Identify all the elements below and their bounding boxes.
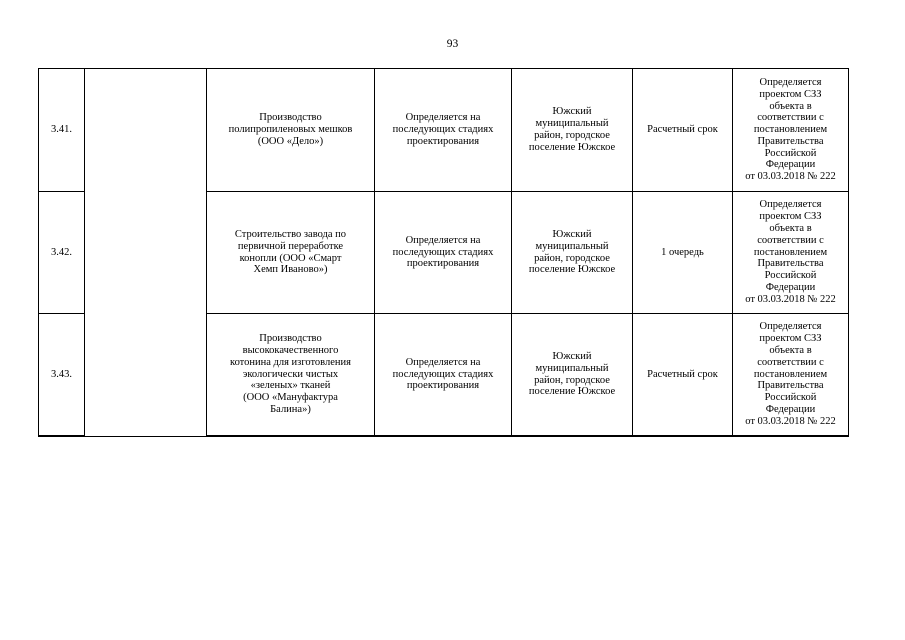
sanitary-zone-cell: Определяется проектом СЗЗ объекта в соответствии с постановлением Правительства Российской Федерации от 03.03.2018 № 222 — [733, 314, 849, 437]
object-name-cell: Производство полипропиленовых мешков (ООО «Дело») — [207, 69, 375, 192]
merged-empty-cell — [85, 69, 207, 437]
period-cell: Расчетный срок — [633, 69, 733, 192]
object-name-cell: Строительство завода по первичной переработке конопли (ООО «Смарт Хемп Иваново») — [207, 192, 375, 314]
period-cell: Расчетный срок — [633, 314, 733, 437]
location-cell: Южский муниципальный район, городское поселение Южское — [512, 192, 633, 314]
design-stage-cell: Определяется на последующих стадиях проектирования — [375, 192, 512, 314]
object-name-cell: Производство высококачественного котонина для изготовления экологически чистых «зеленых» тканей (ООО «Мануфактура Балина») — [207, 314, 375, 437]
period-cell: 1 очередь — [633, 192, 733, 314]
sanitary-zone-cell: Определяется проектом СЗЗ объекта в соответствии с постановлением Правительства Российской Федерации от 03.03.2018 № 222 — [733, 69, 849, 192]
location-cell: Южский муниципальный район, городское поселение Южское — [512, 314, 633, 437]
page-number: 93 — [446, 38, 459, 50]
design-stage-cell: Определяется на последующих стадиях проектирования — [375, 69, 512, 192]
row-number-cell: 3.43. — [39, 314, 85, 437]
location-cell: Южский муниципальный район, городское поселение Южское — [512, 69, 633, 192]
sanitary-zone-cell: Определяется проектом СЗЗ объекта в соответствии с постановлением Правительства Российской Федерации от 03.03.2018 № 222 — [733, 192, 849, 314]
row-number-cell: 3.41. — [39, 69, 85, 192]
design-stage-cell: Определяется на последующих стадиях проектирования — [375, 314, 512, 437]
document-table — [38, 68, 849, 437]
row-number-cell: 3.42. — [39, 192, 85, 314]
table-row — [39, 69, 849, 192]
